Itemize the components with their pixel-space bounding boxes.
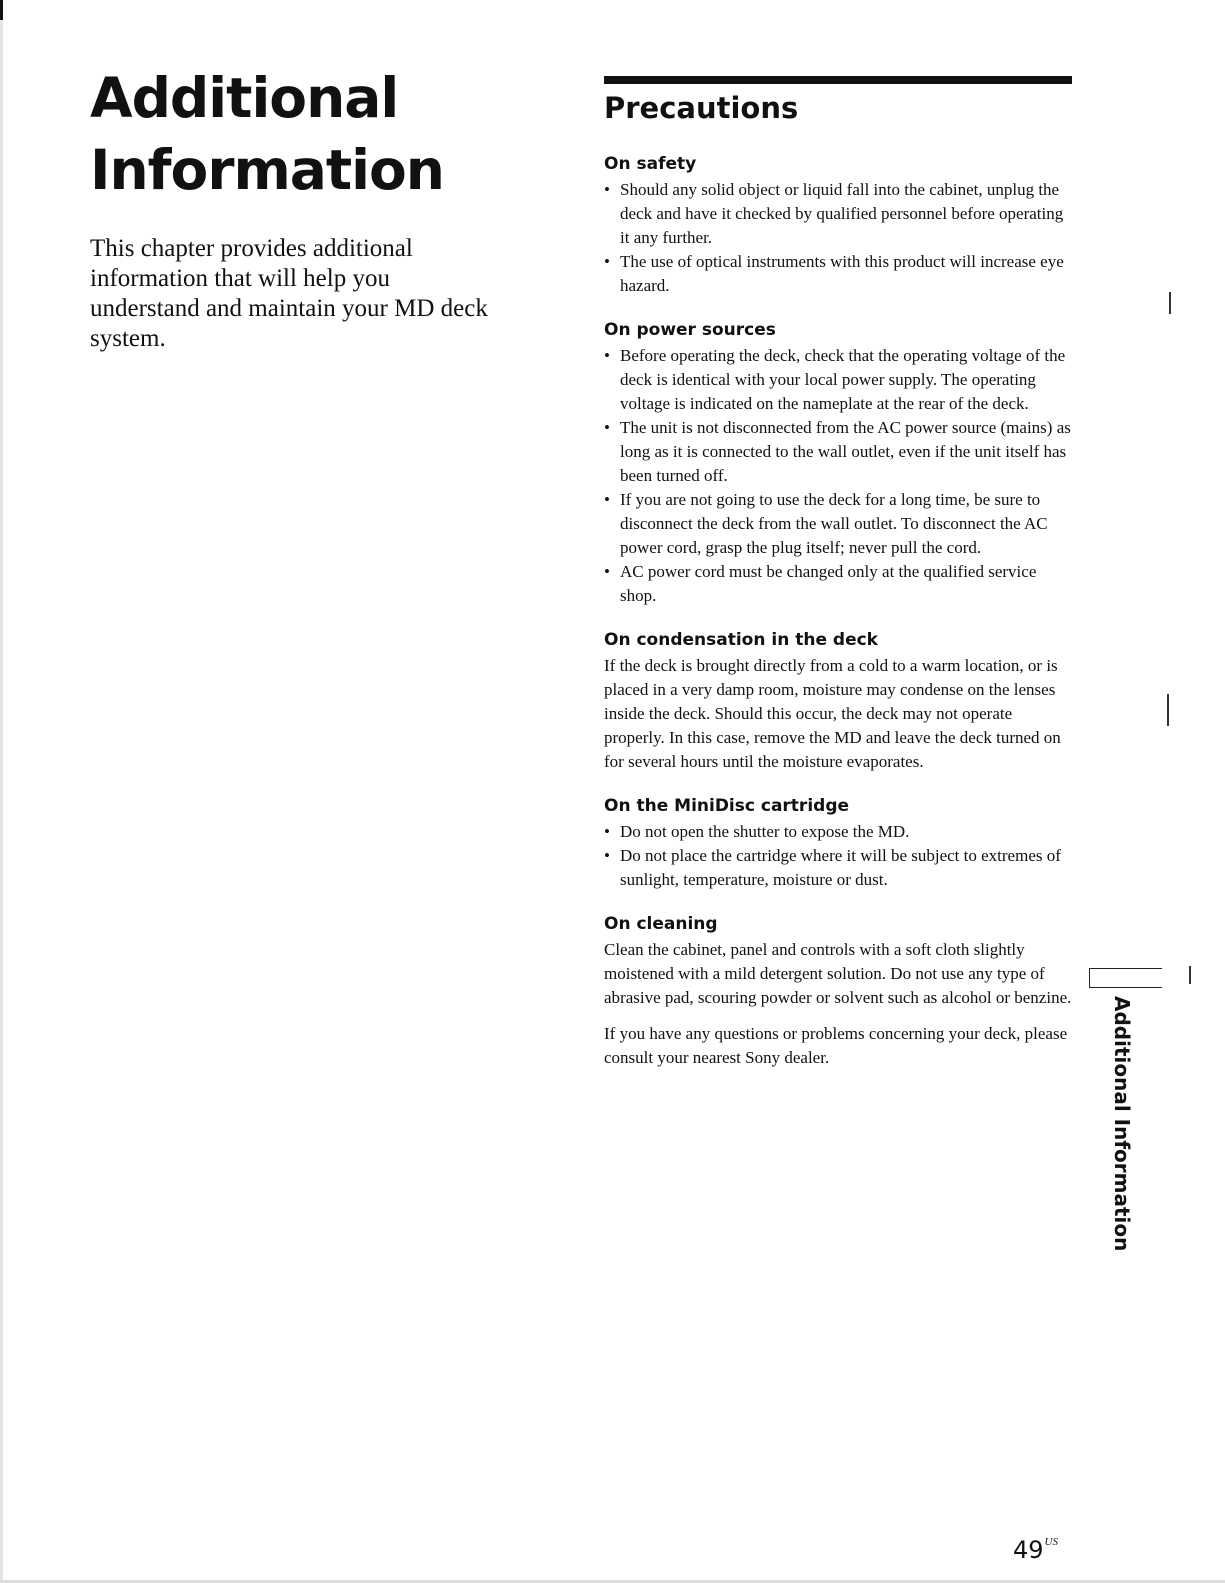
on-cleaning-heading: On cleaning xyxy=(604,914,718,934)
on-condensation-heading: On condensation in the deck xyxy=(604,630,878,650)
on-safety-list xyxy=(604,178,1072,298)
side-tab-label: Additional Information xyxy=(1110,996,1134,1252)
closing-text: If you have any questions or problems concerning your deck, please consult your nearest Sony dealer. xyxy=(604,1024,1068,1067)
on-power-sources-list xyxy=(604,344,1072,608)
chapter-title-line-1: Additional xyxy=(90,66,399,130)
list-item: • Do not open the shutter to expose the MD. xyxy=(604,820,1072,844)
list-item: • If you are not going to use the deck for a long time, be sure to disconnect the deck from the wall outlet. To disconnect the AC power cord, grasp the plug itself; never pull the cord. xyxy=(604,488,1072,560)
page-number-value: 49 xyxy=(1013,1536,1044,1564)
on-power-sources-heading: On power sources xyxy=(604,320,776,340)
list-item: • Before operating the deck, check that the operating voltage of the deck is identical with your local power supply. The operating voltage is indicated on the nameplate at the rear of the deck. xyxy=(604,344,1072,416)
page-corner-mark xyxy=(0,0,3,20)
on-minidisc-heading: On the MiniDisc cartridge xyxy=(604,796,850,816)
on-safety-heading: On safety xyxy=(604,154,697,174)
page-number xyxy=(1013,1528,1058,1564)
list-item: • Should any solid object or liquid fall into the cabinet, unplug the deck and have it checked by qualified personnel before operating it any further. xyxy=(604,178,1072,250)
on-minidisc-block xyxy=(604,794,1072,892)
edge-tick xyxy=(1189,966,1191,984)
list-item: • AC power cord must be changed only at the qualified service shop. xyxy=(604,560,1072,608)
on-condensation-block xyxy=(604,628,1072,774)
edge-tick xyxy=(1167,694,1169,726)
list-item: • The use of optical instruments with this product will increase eye hazard. xyxy=(604,250,1072,298)
chapter-title xyxy=(90,62,530,206)
on-cleaning-text: Clean the cabinet, panel and controls with a soft cloth slightly moistened with a mild detergent solution. Do not use any type of abrasive pad, scouring powder or solvent such as alcohol or benzine. xyxy=(604,940,1072,1007)
section-title: Precautions xyxy=(604,91,799,125)
edge-tick xyxy=(1169,292,1171,314)
section-top-rule xyxy=(604,76,1072,84)
on-condensation-text: If the deck is brought directly from a cold to a warm location, or is placed in a very damp room, moisture may condense on the lenses inside the deck. Should this occur, the deck may not operate properly. In this case, remove the MD and leave the deck turned on for several hours until the moisture evaporates. xyxy=(604,656,1061,771)
on-cleaning-block xyxy=(604,912,1072,1070)
precautions-section xyxy=(604,76,1072,1090)
list-item: • The unit is not disconnected from the AC power source (mains) as long as it is connected to the wall outlet, even if the unit itself has been turned off. xyxy=(604,416,1072,488)
on-power-sources-block xyxy=(604,318,1072,608)
on-minidisc-list xyxy=(604,820,1072,892)
chapter-title-line-2: Information xyxy=(90,138,444,202)
page-left-edge xyxy=(0,0,3,1583)
side-tab-marker xyxy=(1089,968,1162,988)
chapter-intro: This chapter provides additional information that will help you understand and maintain your MD deck system. xyxy=(90,235,488,352)
list-item: • Do not place the cartridge where it will be subject to extremes of sunlight, temperature, moisture or dust. xyxy=(604,844,1072,892)
page-number-suffix: US xyxy=(1044,1536,1058,1548)
on-safety-block xyxy=(604,152,1072,298)
